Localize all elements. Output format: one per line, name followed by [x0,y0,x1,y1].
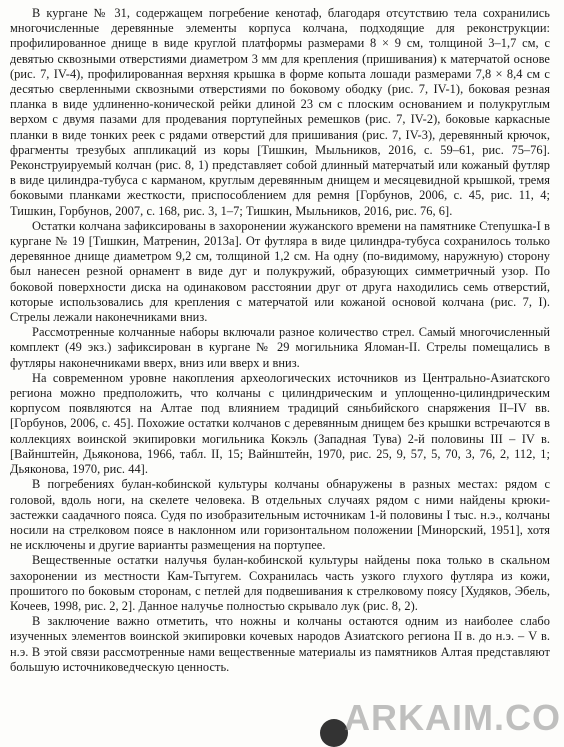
paragraph-arrow-sets: Рассмотренные колчанные наборы включали разное количество стрел. Самый многочисленный комплект (49 экз.) зафиксирован в кургане № 29 могильника Яломан-II. Стрелы помещались в футляры наконечниками вверх, вниз или вверх и вниз. [10,325,550,370]
paragraph-central-asia: На современном уровне накопления археологических источников из Центрально-Азиатского региона можно предположить, что колчаны с цилиндрическим и уплощенно-цилиндрическим корпусом появляются на Алтае под влиянием традиций сяньбийского снаряжения II–IV вв. [Горбунов, 2006, с. 45]. Похожие остатки колчанов с деревянным днищем без крышки встречаются в коллекциях воинской экипировки могильника Кокэль (Западная Тува) 2-й половины III – IV в. [Вайнштейн, Дьяконова, 1966, табл. II, 15; Вайнштейн, 1970, рис. 25, 9, 57, 5, 70, 3, 76, 2, 112, 1; Дьяконова, 1970, рис. 44]. [10,370,550,477]
watermark [318,693,564,747]
paragraph-stepushka: Остатки колчана зафиксированы в захоронении жужанского времени на памятнике Степушка-I в кургане № 19 [Тишкин, Матренин, 2013а]. От футляра в виде цилиндра-тубуса сохранилось только деревянное днище диаметром 9,2 см, толщиной 1,2 см. На одну (по-видимому, наружную) сторону был нанесен резной орнамент в виде дуг и полукружий, образующих симметричный узор. По боковой поверхности диска на одинаковом расстоянии друг от друга находились семь отверстий, которые использовались для крепления с матерчатой или кожаной основой колчана (рис. 7, I). Стрелы лежали наконечниками вниз. [10,218,550,325]
paragraph-kurgan-31: В кургане № 31, содержащем погребение кенотаф, благодаря отсутствию тела сохранились многочисленные деревянные элементы корпуса колчана, подходящие для реконструкции: профилированное днище в виде круглой платформы размерами 8 × 9 см, толщиной 3–1,7 см, с девятью сквозными отверстиями диаметром 3 мм для крепления (пришивания) к матерчатой основе (рис. 7, IV-4), профилированная верхняя крышка в форме копыта лошади размерами 7,8 × 8,4 см с десятью сверленными сквозными отверстиями по боковому ободку (рис. 7, IV-1), боковая резная планка в виде удлиненно-конической рейки длиной 23 см с плоским основанием и полукруглым верхом с двумя пазами для продевания портупейных ремешков (рис. 7, IV-2), боковые каркасные планки в виде тонких реек с рядами отверстий для пришивания (рис. 7, IV-3), деревянный крючок, фрагменты трезубых аппликаций из коры [Тишкин, Мыльников, 2016, с. 59–61, рис. 75–76]. Реконструируемый колчан (рис. 8, 1) представляет собой длинный матерчатый или кожаный футляр в виде цилиндра-тубуса с карманом, круглым деревянным днищем и месяцевидной крышкой, тремя боковыми планками жесткости, приспособлением для ремня [Горбунов, 2006, с. 45, рис. 11, 4; Тишкин, Горбунов, 2007, с. 168, рис. 3, 1–7; Тишкин, Мыльников, 2016, рис. 76, 6]. [10,6,550,218]
watermark-text: ARKAIM.CO [344,697,561,738]
article-body [10,6,550,675]
paragraph-conclusion: В заключение важно отметить, что ножны и колчаны остаются одним из наиболее слабо изученных элементов воинской экипировки кочевых народов Азиатского региона II в. до н.э. – V в. н.э. В этой связи рассмотренные нами вещественные материалы из памятников Алтая представляют большую источниковедческую ценность. [10,614,550,674]
paragraph-bulan-koba-quivers: В погребениях булан-кобинской культуры колчаны обнаружены в разных местах: рядом с головой, вдоль ноги, на скелете человека. В отдельных случаях рядом с ними найдены крюки-застежки саадачного пояса. Судя по изобразительным источникам 1-й половины I тыс. н.э., колчаны носили на стрелковом поясе в наклонном или горизонтальном положении [Минорский, 1951], хотя не исключены и другие варианты размещения на портупее. [10,477,550,553]
paragraph-bow-case: Вещественные остатки налучья булан-кобинской культуры найдены пока только в скальном захоронении из местности Кам-Тытугем. Сохранилась часть узкого глухого футляра из кожи, прошитого по боковым сторонам, с петлей для подвешивания к стрелковому поясу [Худяков, Эбель, Кочеев, 1998, рис. 2, 2]. Данное налучье полностью скрывало лук (рис. 8, 2). [10,553,550,613]
